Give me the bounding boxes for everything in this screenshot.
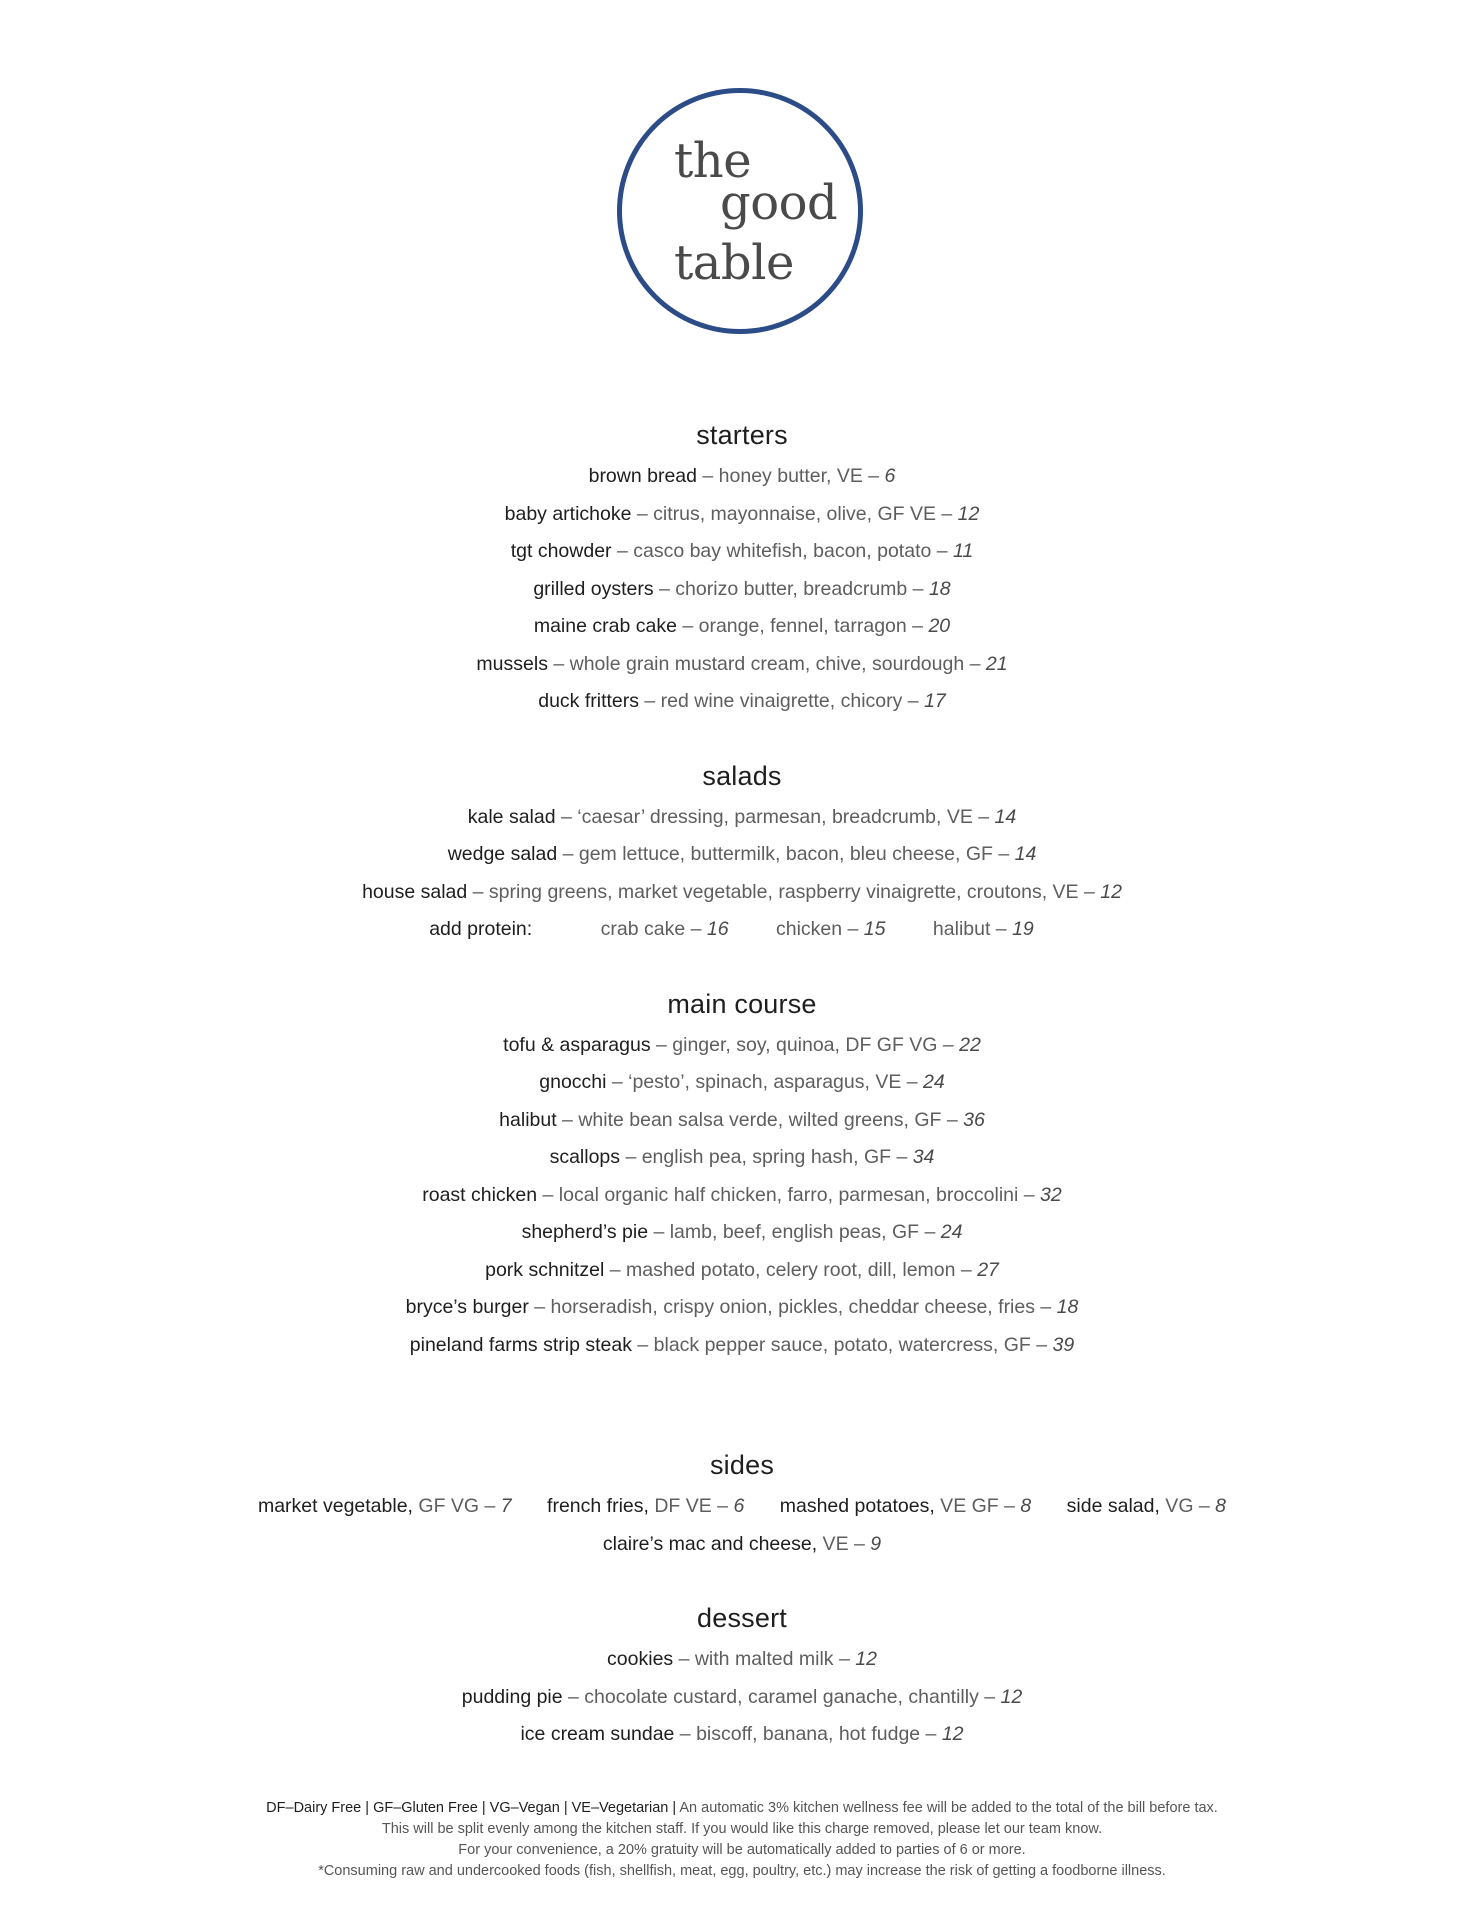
- item-price: 24: [940, 1221, 963, 1243]
- section-title-main-course: main course: [667, 988, 817, 1019]
- item-description: – red wine vinaigrette, chicory –: [639, 690, 925, 712]
- item-name: cookies: [607, 1648, 674, 1670]
- sides-row: [0, 1488, 1484, 1526]
- side-item: [547, 1495, 744, 1517]
- item-description: – chocolate custard, caramel ganache, chantilly –: [562, 1685, 1001, 1708]
- menu-item: [0, 1327, 1484, 1365]
- item-name: house salad: [362, 880, 468, 903]
- item-price: 8: [1020, 1495, 1032, 1517]
- restaurant-logo: [617, 88, 863, 334]
- item-price: 14: [994, 805, 1017, 828]
- item-description: – mashed potato, celery root, dill, lemon –: [604, 1258, 978, 1281]
- item-price: 17: [924, 690, 946, 712]
- menu-item: [0, 874, 1484, 912]
- item-price: 21: [985, 652, 1008, 675]
- item-name: bryce’s burger: [405, 1296, 529, 1318]
- menu-item: [0, 608, 1484, 646]
- footer-line: For your convenience, a 20% gratuity will be automatically added to parties of 6 or more.: [458, 1842, 1026, 1858]
- menu-item: [0, 458, 1484, 496]
- item-price: 36: [963, 1108, 985, 1131]
- item-description: – biscoff, banana, hot fudge –: [674, 1723, 942, 1745]
- menu-item: [0, 1214, 1484, 1252]
- item-description: – whole grain mustard cream, chive, sourdough –: [547, 652, 986, 675]
- menu-item: [0, 1679, 1484, 1717]
- item-price: 22: [959, 1033, 981, 1056]
- item-description: – chorizo butter, breadcrumb –: [653, 577, 929, 600]
- item-price: 14: [1014, 843, 1037, 865]
- protein-option: [933, 918, 1034, 940]
- add-protein-label: add protein:: [429, 918, 533, 940]
- item-name: mashed potatoes,: [779, 1495, 935, 1517]
- section-starters: [0, 418, 1484, 721]
- item-name: kale salad: [467, 805, 556, 828]
- side-item: [603, 1533, 881, 1555]
- item-description: – lamb, beef, english peas, GF –: [648, 1221, 941, 1243]
- menu-item: [0, 1027, 1484, 1065]
- item-name: tofu & asparagus: [503, 1033, 651, 1056]
- side-item: [780, 1495, 1032, 1517]
- item-name: market vegetable,: [257, 1495, 413, 1517]
- menu-item: [0, 1177, 1484, 1215]
- menu-item: [0, 646, 1484, 684]
- item-description: – spring greens, market vegetable, raspberry vinaigrette, croutons, VE –: [467, 880, 1101, 903]
- item-price: 12: [855, 1648, 877, 1670]
- item-name: side salad,: [1066, 1495, 1160, 1517]
- item-description: DF VE –: [648, 1495, 734, 1517]
- menu-item: [0, 571, 1484, 609]
- menu-footer: [0, 1798, 1484, 1882]
- section-main-course: [0, 987, 1484, 1365]
- item-price: 9: [870, 1532, 882, 1555]
- item-description: – local organic half chicken, farro, parmesan, broccolini –: [537, 1183, 1041, 1206]
- section-title-starters: starters: [696, 420, 788, 450]
- protein-option-price: 16: [706, 918, 729, 940]
- menu-item: [0, 496, 1484, 534]
- protein-option-name: halibut –: [932, 918, 1013, 940]
- item-name: grilled oysters: [533, 577, 654, 600]
- item-price: 32: [1040, 1183, 1062, 1206]
- item-name: halibut: [499, 1108, 557, 1131]
- dietary-legend: DF–Dairy Free | GF–Gluten Free | VG–Vegan | VE–Vegetarian |: [266, 1800, 680, 1816]
- section-sides: [0, 1448, 1484, 1563]
- section-dessert: [0, 1601, 1484, 1754]
- item-price: 24: [923, 1071, 945, 1093]
- protein-option-price: 19: [1012, 918, 1034, 940]
- item-name: shepherd’s pie: [521, 1221, 649, 1243]
- side-item: [258, 1495, 512, 1517]
- item-price: 34: [912, 1146, 935, 1168]
- item-description: – black pepper sauce, potato, watercress, GF –: [631, 1333, 1053, 1356]
- item-price: 18: [928, 577, 951, 600]
- item-price: 20: [928, 615, 951, 637]
- item-description: – ginger, soy, quinoa, DF GF VG –: [650, 1033, 960, 1056]
- footer-line: *Consuming raw and undercooked foods (fish, shellfish, meat, egg, poultry, etc.) may increase the risk of getting a foodborne illness.: [318, 1863, 1166, 1879]
- menu: [0, 418, 1484, 1792]
- item-description: – orange, fennel, tarragon –: [676, 615, 929, 637]
- protein-option-name: chicken –: [775, 918, 864, 940]
- item-name: duck fritters: [538, 690, 639, 712]
- protein-option: [601, 918, 729, 940]
- protein-option-name: crab cake –: [600, 918, 707, 940]
- item-name: ice cream sundae: [520, 1723, 675, 1745]
- item-description: – ‘caesar’ dressing, parmesan, breadcrumb, VE –: [555, 805, 995, 828]
- item-name: wedge salad: [447, 843, 558, 865]
- menu-item: [0, 1139, 1484, 1177]
- item-name: baby artichoke: [504, 502, 632, 525]
- item-name: tgt chowder: [510, 540, 612, 562]
- menu-item: [0, 799, 1484, 837]
- item-price: 6: [884, 465, 896, 487]
- sides-row: [0, 1526, 1484, 1564]
- item-name: brown bread: [588, 465, 697, 487]
- menu-item: [0, 836, 1484, 874]
- item-price: 12: [941, 1723, 964, 1745]
- item-name: mussels: [476, 652, 548, 675]
- item-price: 39: [1052, 1333, 1075, 1356]
- logo-word-the: the: [674, 133, 752, 189]
- item-price: 12: [1000, 1685, 1023, 1708]
- item-name: pork schnitzel: [485, 1258, 605, 1281]
- section-title-salads: salads: [702, 760, 782, 791]
- footer-line: This will be split evenly among the kitchen staff. If you would like this charge removed, please let our team know.: [381, 1821, 1103, 1837]
- item-price: 8: [1215, 1495, 1227, 1517]
- item-name: maine crab cake: [533, 615, 677, 637]
- item-description: GF VG –: [412, 1495, 501, 1517]
- item-description: – horseradish, crispy onion, pickles, cheddar cheese, fries –: [528, 1296, 1057, 1318]
- menu-item: [0, 683, 1484, 721]
- item-description: – with malted milk –: [673, 1648, 856, 1670]
- item-price: 12: [957, 502, 980, 525]
- item-name: roast chicken: [422, 1183, 538, 1206]
- item-name: scallops: [549, 1146, 621, 1168]
- item-description: VE GF –: [934, 1495, 1021, 1517]
- menu-item: [0, 1252, 1484, 1290]
- item-name: french fries,: [547, 1495, 649, 1517]
- menu-item: [0, 1102, 1484, 1140]
- item-description: VG –: [1159, 1495, 1216, 1517]
- item-name: pineland farms strip steak: [409, 1333, 632, 1356]
- logo-word-table: table: [674, 235, 794, 291]
- menu-item: [0, 1716, 1484, 1754]
- protein-option: [776, 918, 886, 940]
- menu-item: [0, 533, 1484, 571]
- item-price: 27: [977, 1258, 999, 1281]
- item-price: 7: [500, 1495, 512, 1517]
- item-description: – casco bay whitefish, bacon, potato –: [611, 540, 954, 562]
- menu-item: [0, 1289, 1484, 1327]
- footer-line: [0, 1798, 1484, 1819]
- footer-fee-notice: An automatic 3% kitchen wellness fee will be added to the total of the bill before tax.: [679, 1800, 1218, 1816]
- item-name: pudding pie: [461, 1685, 563, 1708]
- item-name: claire’s mac and cheese,: [602, 1532, 818, 1555]
- logo-word-good: good: [720, 175, 838, 231]
- item-description: – citrus, mayonnaise, olive, GF VE –: [631, 502, 958, 525]
- item-description: – gem lettuce, buttermilk, bacon, bleu cheese, GF –: [557, 843, 1015, 865]
- item-price: 6: [733, 1495, 745, 1517]
- item-description: VE –: [817, 1532, 871, 1555]
- item-description: – honey butter, VE –: [697, 465, 885, 487]
- item-name: gnocchi: [539, 1071, 607, 1093]
- item-price: 12: [1100, 880, 1122, 903]
- section-title-sides: sides: [709, 1450, 775, 1480]
- protein-option-price: 15: [863, 918, 886, 940]
- menu-item: [0, 1641, 1484, 1679]
- item-description: – english pea, spring hash, GF –: [620, 1146, 913, 1168]
- side-item: [1067, 1495, 1226, 1517]
- item-price: 11: [953, 540, 974, 562]
- item-description: – white bean salsa verde, wilted greens, GF –: [556, 1108, 964, 1131]
- section-salads: [0, 759, 1484, 949]
- section-title-dessert: dessert: [697, 1603, 787, 1633]
- menu-item: [0, 1064, 1484, 1102]
- add-protein-row: [0, 911, 1484, 949]
- item-description: – ‘pesto’, spinach, asparagus, VE –: [606, 1071, 924, 1093]
- item-price: 18: [1056, 1296, 1079, 1318]
